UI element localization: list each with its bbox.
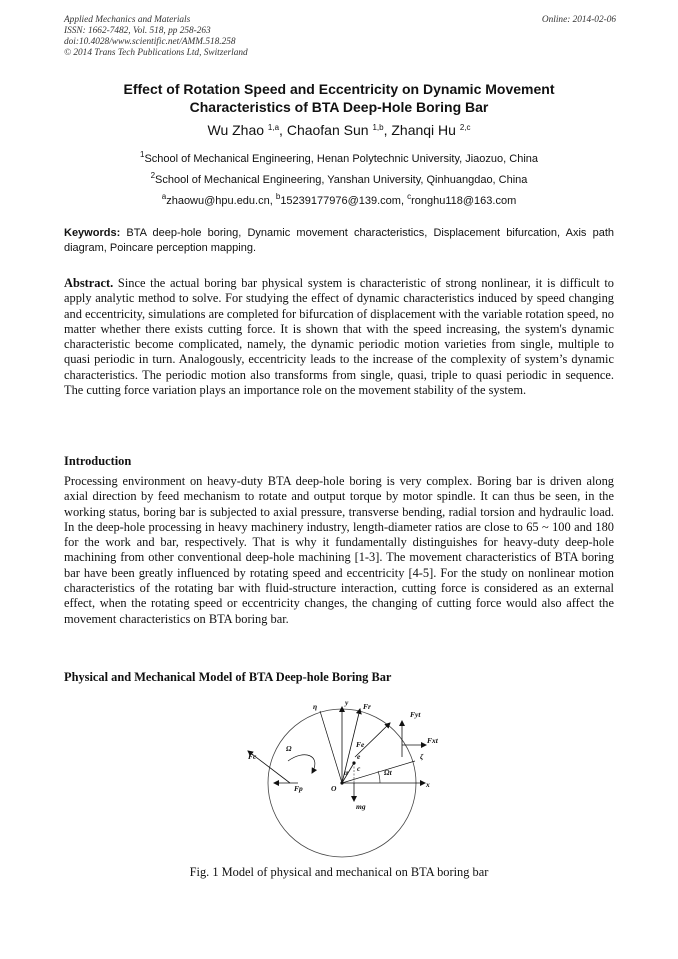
- label-mg: mg: [356, 802, 366, 811]
- label-alpha: α: [344, 768, 349, 777]
- author-sup: 2,c: [459, 123, 471, 132]
- label-fxt: Fxt: [427, 736, 438, 745]
- abstract-block: [64, 276, 614, 398]
- email-list: $^a$zhaowu@hpu.edu.cn, $^b$15239177976@139.com, $^c$ronghu118@163.com: [161, 192, 517, 207]
- label-fyt: Fyt: [410, 710, 421, 719]
- author-sup: 1,a: [267, 123, 280, 132]
- author-name: Zhanqi Hu: [391, 122, 456, 138]
- affiliation-text: School of Mechanical Engineering, Henan Polytechnic University, Jiaozuo, China: [144, 153, 539, 165]
- intro-text: Processing environment on heavy-duty BTA deep-hole boring is very complex. Boring bar is driven along axial direction by feed mechanism to rotate and output torque by motor spindle. It can thus be seen, in the working status, boring bar is subjected to axial pressure, transverse bending, radial torsion and hydraulic load. In the deep-hole processing in heavy machinery industry, length-diameter ratios are close to 65 ~ 100 and 180 for the work and bar, respectively. That is why it fundamentally distinguishes for heavy-duty deep-hole machining from other conventional deep-hole machining [1-3]. The movement characteristics of BTA boring bar have been greatly influenced by rotating speed and eccentricity [4-5]. For the study on nonlinear motion characteristics of the rotating bar with fluid-structure interaction, cutting force is considered as an external effect, when the rotating speed or eccentricity changes, the changing of cutting force would also affect the movement characteristics on BTA boring bar.: [64, 474, 614, 626]
- label-x: x: [426, 780, 430, 789]
- label-zeta: ζ: [420, 752, 424, 761]
- author-list: Wu Zhao $^{1,a}$, Chaofan Sun $^{1,b}$, Zhanqi Hu $^{2,c}$: [207, 122, 471, 138]
- online-date: Online: 2014-02-06: [541, 15, 616, 25]
- center-point: [352, 761, 355, 764]
- title-line-1: Effect of Rotation Speed and Eccentricity on Dynamic Movement: [123, 81, 555, 97]
- keywords-block: [64, 226, 614, 256]
- abstract-label: Abstract.: [64, 276, 114, 290]
- author-name: Wu Zhao: [207, 122, 265, 138]
- intro-heading: Introduction: [64, 454, 132, 468]
- label-y: y: [345, 698, 349, 707]
- journal-header: [64, 15, 248, 59]
- rotation-arc-arrow: [288, 755, 315, 773]
- email-link[interactable]: ronghu118@163.com: [411, 195, 517, 207]
- doi-line: doi:10.4028/www.scientific.net/AMM.518.258: [64, 37, 236, 47]
- omega-t-arc: [378, 771, 380, 783]
- affiliation-sup: 2: [150, 171, 156, 180]
- label-fe: Fe: [356, 740, 365, 749]
- email-sup: a: [161, 192, 167, 201]
- affiliation-text: School of Mechanical Engineering, Yanshan University, Qinhuangdao, China: [155, 174, 528, 186]
- label-eta: η: [313, 702, 318, 711]
- keywords-label: Keywords:: [64, 227, 121, 239]
- journal-name: Applied Mechanics and Materials: [64, 15, 191, 25]
- boring-bar-model-figure: [230, 695, 450, 860]
- author-name: Chaofan Sun: [286, 122, 369, 138]
- label-c: c: [357, 764, 361, 773]
- copyright-line: © 2014 Trans Tech Publications Ltd, Switzerland: [64, 48, 248, 58]
- label-omega-t: Ωt: [384, 768, 392, 777]
- author-sup: 1,b: [372, 123, 384, 132]
- eta-axis: [320, 711, 342, 783]
- abstract-text: Since the actual boring bar physical system is characteristic of strong nonlinear, it is difficult to apply analytic method to solve. For studying the effect of dynamic characteristics induced by speed changing and eccentricity, simulations are completed for bifurcation of displacement with the variable rotation speed, no matter whether there exists cutting force. It is shown that with the speed increasing, the system's dynamic characteristic become complicated, namely, the dynamic periodic motion varieties from single, multiple to quasi periodic in turn. Analogously, eccentricity leads to the increase of the complexity of system’s dynamic characteristics. The periodic motion also transforms from single, quasi, triple to quasi periodic in sequence. The cutting force variation plays an importance role on the movement stability of the system.: [64, 276, 614, 398]
- label-origin: O: [331, 784, 337, 793]
- label-omega: Ω: [286, 744, 292, 753]
- email-sup: c: [407, 192, 412, 201]
- affiliation-sup: 1: [139, 150, 145, 159]
- label-e: e: [357, 752, 361, 761]
- email-sup: b: [275, 192, 281, 201]
- affiliation-2: [64, 171, 614, 186]
- issn-line: ISSN: 1662-7482, Vol. 518, pp 258-263: [64, 26, 211, 36]
- label-fr: Fr: [363, 702, 371, 711]
- figure-caption: Fig. 1 Model of physical and mechanical on BTA boring bar: [189, 865, 489, 879]
- email-link[interactable]: 15239177976@139.com: [280, 195, 401, 207]
- model-heading: Physical and Mechanical Model of BTA Deep-hole Boring Bar: [64, 670, 392, 684]
- origin-point: [340, 781, 343, 784]
- title-line-2: Characteristics of BTA Deep-Hole Boring Bar: [189, 99, 489, 115]
- paper-title: [64, 80, 614, 116]
- label-fc: Fc: [248, 752, 257, 761]
- email-link[interactable]: zhaowu@hpu.edu.cn: [166, 195, 270, 207]
- label-fp: Fp: [294, 784, 303, 793]
- keywords-text: BTA deep-hole boring, Dynamic movement characteristics, Displacement bifurcation, Axis path diagram, Poincare perception mapping.: [64, 227, 614, 254]
- affiliation-1: [64, 150, 614, 165]
